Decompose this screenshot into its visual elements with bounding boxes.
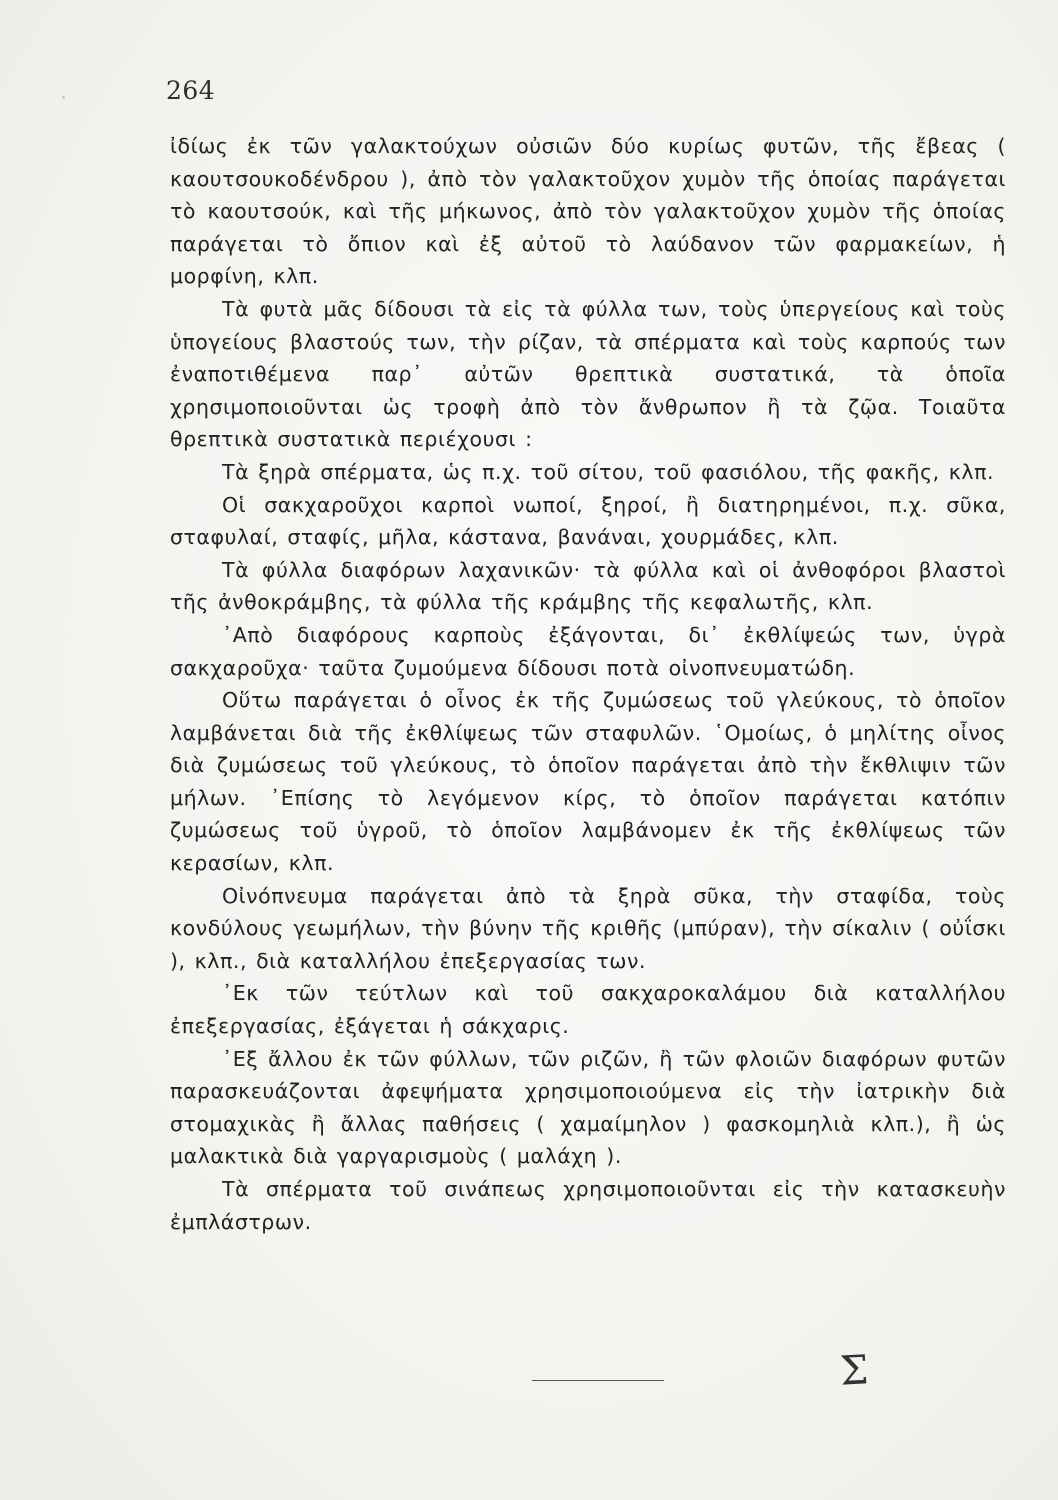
body-text — [170, 130, 1006, 1238]
scan-speck — [62, 96, 65, 99]
paragraph: Τὰ ξηρὰ σπέρματα, ὡς π.χ. τοῦ σίτου, τοῦ φασιόλου, τῆς φακῆς, κλπ. — [222, 459, 995, 484]
handwritten-mark: Σ — [838, 1347, 870, 1395]
section-end-rule — [532, 1380, 664, 1381]
paragraph: Οὕτω παράγεται ὁ οἶνος ἐκ τῆς ζυμώσεως τοῦ γλεύκους, τὸ ὁποῖον λαμβάνεται διὰ τῆς ἐκθλίψεως τῶν σταφυλῶν. ῾Ομοίως, ὁ μηλίτης οἶνος διὰ ζυμώσεως τοῦ γλεύκους, τὸ ὁποῖον παράγεται ἀπὸ τὴν ἔκθλιψιν τῶν μήλων. ᾽Επίσης τὸ λεγόμενον κίρς, τὸ ὁποῖον παράγεται κατόπιν ζυμώσεως τοῦ ὑγροῦ, τὸ ὁποῖον λαμβάνομεν ἐκ τῆς ἐκθλίψεως τῶν κερασίων, κλπ. — [170, 688, 1006, 876]
paragraph: ᾽Απὸ διαφόρους καρποὺς ἐξάγονται, δι᾽ ἐκθλίψεώς των, ὑγρὰ σακχαροῦχα· ταῦτα ζυμούμενα δίδουσι ποτὰ οἰνοπνευματώδη. — [170, 622, 1006, 680]
paragraph: Οἱ σακχαροῦχοι καρποὶ νωποί, ξηροί, ἢ διατηρημένοι, π.χ. σῦκα, σταφυλαί, σταφίς, μῆλα, κάστανα, βανάναι, χουρμάδες, κλπ. — [170, 492, 1006, 550]
paragraph: Τὰ φυτὰ μᾶς δίδουσι τὰ εἰς τὰ φύλλα των, τοὺς ὑπεργείους καὶ τοὺς ὑπογείους βλαστούς των, τὴν ρίζαν, τὰ σπέρματα καὶ τοὺς καρπούς των ἐναποτιθέμενα παρ᾽ αὐτῶν θρεπτικὰ συστατικά, τὰ ὁποῖα χρησιμοποιοῦνται ὡς τροφὴ ἀπὸ τὸν ἄνθρωπον ἢ τὰ ζῷα. Τοιαῦτα θρεπτικὰ συστατικὰ περιέχουσι : — [170, 296, 1006, 452]
paragraph: Οἰνόπνευμα παράγεται ἀπὸ τὰ ξηρὰ σῦκα, τὴν σταφίδα, τοὺς κονδύλους γεωμήλων, τὴν βύνην τῆς κριθῆς (μπύραν), τὴν σίκαλιν ( οὐΐσκι ), κλπ., διὰ καταλλήλου ἐπεξεργασίας των. — [170, 883, 1006, 973]
paragraph: Τὰ σπέρματα τοῦ σινάπεως χρησιμοποιοῦνται εἰς τὴν κατασκευὴν ἐμπλάστρων. — [170, 1177, 1006, 1234]
paragraph: ᾽Εξ ἄλλου ἐκ τῶν φύλλων, τῶν ριζῶν, ἢ τῶν φλοιῶν διαφόρων φυτῶν παρασκευάζονται ἀφεψήματα χρησιμοποιούμενα εἰς τὴν ἰατρικὴν διὰ στομαχικὰς ἢ ἄλλας παθήσεις ( χαμαίμηλον ) φασκομηλιὰ κλπ.), ἢ ὡς μαλακτικὰ διὰ γαργαρισμοὺς ( μαλάχη ). — [170, 1046, 1006, 1169]
page-number: 264 — [166, 76, 216, 105]
paragraph: Τὰ φύλλα διαφόρων λαχανικῶν· τὰ φύλλα καὶ οἱ ἀνθοφόροι βλαστοὶ τῆς ἀνθοκράμβης, τὰ φύλλα τῆς κράμβης τῆς κεφαλωτῆς, κλπ. — [170, 557, 1006, 615]
paragraph: ᾽Εκ τῶν τεύτλων καὶ τοῦ σακχαροκαλάμου διὰ καταλλήλου ἐπεξεργασίας, ἐξάγεται ἡ σάκχαρις. — [170, 981, 1006, 1039]
paragraph-continuation: ἰδίως ἐκ τῶν γαλακτούχων οὐσιῶν δύο κυρίως φυτῶν, τῆς ἔβεας ( καουτσουκοδένδρου ), ἀπὸ τὸν γαλακτοῦχον χυμὸν τῆς ὁποίας παράγεται τὸ καουτσούκ, καὶ τῆς μήκωνος, ἀπὸ τὸν γαλακτοῦχον χυμὸν τῆς ὁποίας παράγεται τὸ ὄπιον καὶ ἐξ αὐτοῦ τὸ λαύδανον τῶν φαρμακείων, ἡ μορφίνη, κλπ. — [170, 134, 1006, 289]
